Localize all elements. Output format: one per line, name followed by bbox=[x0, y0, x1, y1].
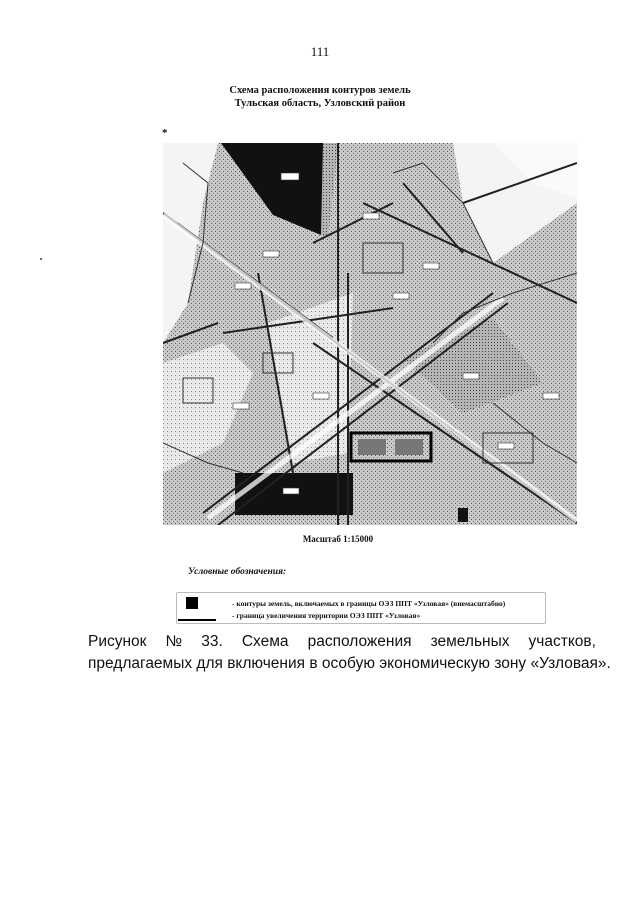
caption-word: земельных bbox=[430, 633, 510, 650]
land-plot-map bbox=[163, 143, 577, 525]
caption-line-2: предлагаемых для включения в особую экономическую зону «Узловая». bbox=[88, 655, 611, 672]
caption-word: расположения bbox=[307, 633, 412, 650]
legend-black-swatch bbox=[186, 597, 198, 609]
map-title-line-2: Тульская область, Узловский район bbox=[234, 98, 406, 109]
map-title-line-1: Схема расположения контуров земель bbox=[229, 85, 411, 96]
north-mark: * bbox=[162, 127, 168, 139]
caption-word: участков, bbox=[528, 633, 596, 650]
inner-block-2 bbox=[395, 439, 423, 455]
map-title bbox=[0, 84, 640, 110]
caption-word: № bbox=[165, 633, 183, 650]
legend-item-boundary: - граница увеличения территории ОЭЗ ППТ «Узловая» bbox=[232, 611, 421, 620]
scan-speck bbox=[40, 258, 42, 260]
caption-word: Рисунок bbox=[88, 633, 147, 650]
caption-line-1 bbox=[88, 631, 596, 653]
page-number: 111 bbox=[310, 44, 330, 59]
figure-caption bbox=[88, 631, 611, 675]
legend-boundary-line bbox=[178, 619, 216, 621]
inner-block-1 bbox=[358, 439, 386, 455]
caption-word: 33. bbox=[201, 633, 223, 650]
legend-title: Условные обозначения: bbox=[188, 567, 287, 577]
legend-item-contours: - контуры земель, включаемых в границы ОЭЗ ППТ «Узловая» (внемасштабно) bbox=[232, 599, 506, 608]
land-contour-small bbox=[458, 508, 468, 522]
map-scale: Масштаб 1:15000 bbox=[302, 534, 374, 544]
caption-word: Схема bbox=[241, 633, 289, 650]
